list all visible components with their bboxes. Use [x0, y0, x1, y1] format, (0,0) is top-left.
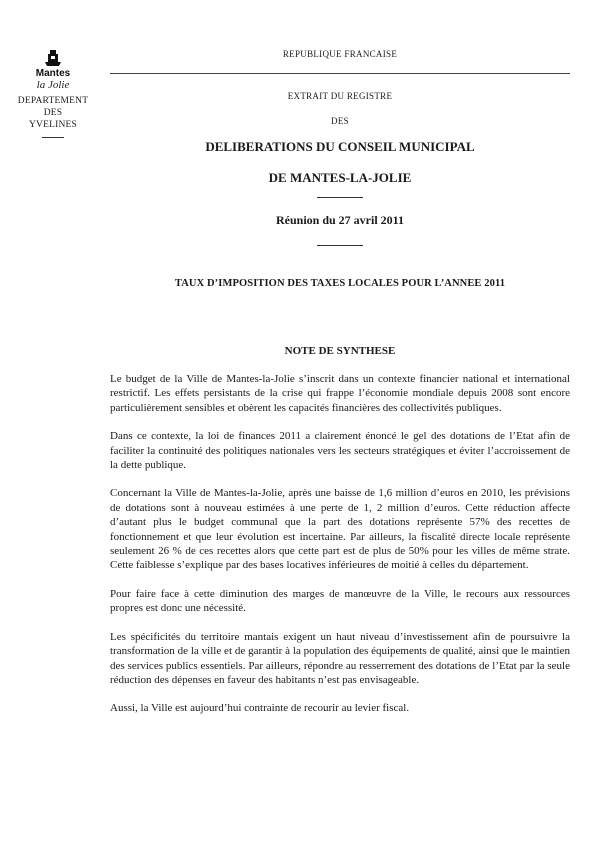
date-divider [317, 245, 363, 246]
department-label [14, 95, 92, 131]
republic-heading: REPUBLIQUE FRANCAISE [282, 49, 398, 59]
body-paragraph: Concernant la Ville de Mantes-la-Jolie, après une baisse de 1,6 million d’euros en 2010, les prévisions de dotations sont à nouveau estimées à une perte de 1, 2 million d’euros. Cette réduction affecte d’autant plus le budget communal que la part des dotations représente 57% des recettes de fonctionnement et que leur évolution est incertaine. Par ailleurs, la fiscalité directe locale représente seulement 26 % de ces recettes alors que cette part est de plus de 50% pour les villes de même strate. Cette faiblesse s’explique par des bases locatives inférieures de moitié à celles du département. [110, 487, 570, 572]
meeting-date: Réunion du 27 avril 2011 [275, 213, 405, 227]
title-divider [317, 197, 363, 198]
synthesis-body [110, 372, 570, 716]
body-paragraph: Le budget de la Ville de Mantes-la-Jolie s’inscrit dans un contexte financier national et international restrictif. Les effets persistants de la crise qui frappe l’économie mondiale depuis 2008 sont encore particulièrement sensibles et obèrent les capacités financières des collectivités publiques. [110, 373, 570, 414]
city-title: DE MANTES-LA-JOLIE [268, 170, 412, 185]
register-des-label: DES [331, 116, 349, 126]
body-paragraph: Aussi, la Ville est aujourd’hui contrainte de recourir au levier fiscal. [110, 702, 410, 715]
logo-script-text: la Jolie [36, 79, 70, 91]
department-line: YVELINES [28, 120, 78, 130]
city-logo-block [14, 50, 92, 138]
logo-wordmark: Mantes [35, 68, 71, 79]
body-paragraph: Les spécificités du territoire mantais exigent un haut niveau d’investissement afin de poursuivre la transformation de la ville et de garantir à la population des équipements de qualité, ainsi que le maintien des services publics essentiels. Par ailleurs, répondre au resserrement des dotations de l’Etat par la seule réduction des dépenses en faveur des habitants n’est pas envisageable. [110, 630, 570, 686]
deliberations-title: DELIBERATIONS DU CONSEIL MUNICIPAL [205, 139, 475, 154]
department-line: DES [43, 108, 63, 118]
city-crest-icon [42, 50, 64, 66]
register-extract-label: EXTRAIT DU REGISTRE [287, 91, 393, 101]
body-paragraph: Pour faire face à cette diminution des marges de manœuvre de la Ville, le recours aux ressources propres est donc une nécessité. [110, 587, 570, 615]
body-paragraph: Dans ce contexte, la loi de finances 2011 a clairement énoncé le gel des dotations de l’Etat afin de faciliter la continuité des politiques nationales vers les secteurs stratégiques et éviter l’accroissement de la dette publique. [110, 430, 570, 472]
department-line: DEPARTEMENT [17, 96, 89, 106]
department-divider [42, 137, 64, 138]
header-divider [110, 73, 570, 74]
subject-heading: TAUX D’IMPOSITION DES TAXES LOCALES POUR L’ANNEE 2011 [174, 278, 506, 289]
section-title: NOTE DE SYNTHESE [284, 345, 396, 357]
